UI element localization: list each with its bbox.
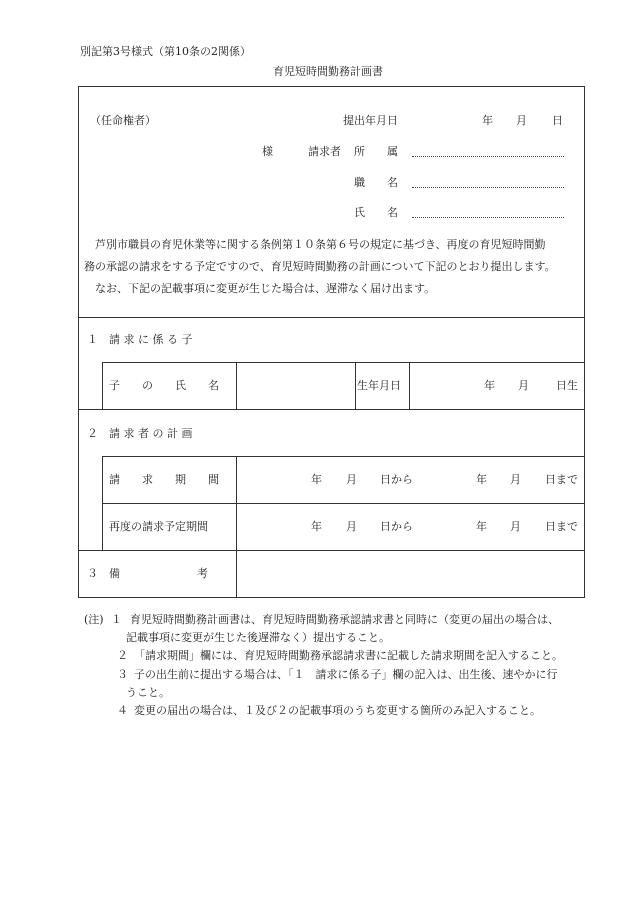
name-label: 氏 名 [354,206,398,219]
remarks-heading: ３ 備 考 [87,567,208,580]
re-request-period-label: 再度の請求予定期間 [109,520,208,533]
affiliation-label: 所 属 [354,145,398,158]
body-text-line-1: 芦別市職員の育児休業等に関する条例第１０条第６号の規定に基づき、再度の育児短時間勤 [95,238,546,251]
period-from-year: 年 [311,473,322,486]
body-text-line-3: なお、下記の記載事項に変更が生じた場合は、遅滞なく届け出ます。 [95,282,436,295]
re-period-from-month: 月 [346,520,357,533]
notes-prefix: (注) [84,613,104,626]
birth-year-label: 年 [484,379,495,392]
note-1-line-2: 記載事項に変更が生じた後遅滞なく）提出すること。 [126,631,390,644]
re-period-to-day: 日まで [545,520,578,533]
note-4-line-1: 変更の届出の場合は、１及び２の記載事項のうち変更する箇所のみ記入すること。 [134,704,541,717]
re-period-to-month: 月 [510,520,521,533]
submission-date-label: 提出年月日 [343,114,398,127]
form-reference: 別記第3号様式（第10条の2関係） [80,45,251,58]
period-from-month: 月 [346,473,357,486]
period-to-year: 年 [476,473,487,486]
period-to-day: 日まで [545,473,578,486]
request-period-label: 請 求 期 間 [109,473,219,486]
date-year-label: 年 [482,114,493,127]
birth-day-label: 日生 [556,379,578,392]
note-3-line-2: うこと。 [126,686,170,699]
honorific-sama: 様 [262,145,273,158]
re-period-from-year: 年 [311,520,322,533]
note-4-number: ４ [117,704,128,717]
affiliation-field[interactable] [412,156,564,157]
birth-month-label: 月 [518,379,529,392]
note-3-line-1: 子の出生前に提出する場合は、「１ 請求に係る子」欄の記入は、出生後、速やかに行 [134,668,558,681]
body-text-line-2: 務の承認の請求をする予定ですので、育児短時間勤務の計画について下記のとおり提出します。 [84,260,556,273]
period-to-month: 月 [510,473,521,486]
remarks-field[interactable] [237,551,584,597]
position-label: 職 名 [354,176,398,189]
birth-date-label: 生年月日 [357,379,401,392]
document-title: 育児短時間勤務計画書 [273,65,383,78]
re-period-to-year: 年 [476,520,487,533]
date-month-label: 月 [516,114,527,127]
position-field[interactable] [412,187,564,188]
period-from-day: 日から [380,473,413,486]
requester-label: 請求者 [308,145,341,158]
note-1-number: １ [111,613,122,626]
child-name-field[interactable] [237,363,355,409]
appointer-label: （任命権者） [90,114,156,127]
name-field[interactable] [412,217,564,218]
section-1-heading: １ 請 求 に 係 る 子 [87,333,193,346]
note-2-number: ２ [117,649,128,662]
re-period-from-day: 日から [380,520,413,533]
note-2-line-1: 「請求期間」欄には、育児短時間勤務承認請求書に記載した請求期間を記入すること。 [134,649,563,662]
note-1-line-1: 育児短時間勤務計画書は、育児短時間勤務承認請求書と同時に（変更の届出の場合は、 [130,613,559,626]
section-2-heading: ２ 請 求 者 の 計 画 [87,427,193,440]
date-day-label: 日 [552,114,563,127]
child-name-label: 子 の 氏 名 [109,379,219,392]
note-3-number: ３ [117,668,128,681]
